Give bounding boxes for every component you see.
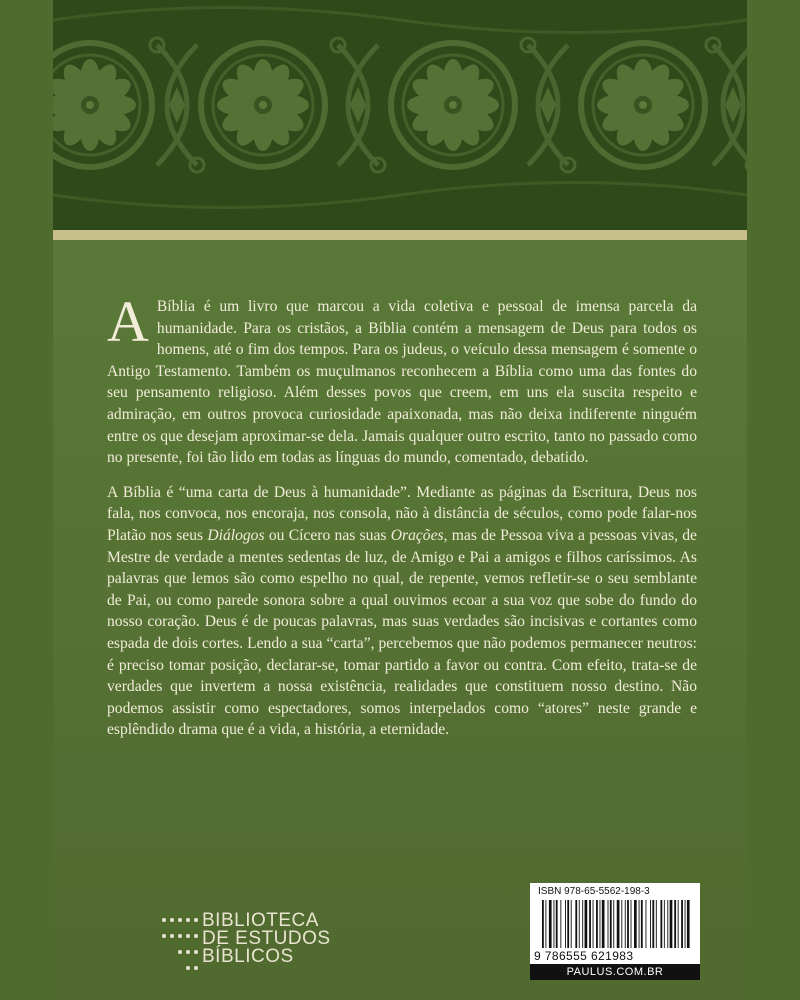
barcode-bar	[610, 900, 612, 948]
barcode-bar	[582, 900, 583, 948]
barcode-bar	[634, 900, 637, 948]
barcode-graphic	[540, 900, 690, 950]
barcode-bar	[567, 900, 569, 948]
publisher-website: PAULUS.COM.BR	[530, 964, 700, 980]
barcode-bar	[670, 900, 673, 948]
barcode-bar	[646, 900, 647, 948]
barcode-panel	[530, 883, 700, 980]
paragraph-1-text: Bíblia é um livro que marcou a vida coletiva e pessoal de imensa parcela da humanidade. Para os cristãos, a Bíblia contém a mensagem de Deus para todos os homens, até o fim dos tempos. Para os judeus, o veículo dessa mensagem é somente o Antigo Testamento. Também os muçulmanos reconhecem a Bíblia como uma das fontes do seu pensamento religioso. Além desses povos que creem, em uns ela suscita respeito e admiração, em outros provoca curiosidade apaixonada, mas não deixa indiferente ninguém entre os que desejam aproximar-se dela. Jamais qualquer outro escrito, tanto no passado como no presente, foi tão lido em todas as línguas do mundo, comentado, debatido.	[107, 298, 697, 467]
barcode-bar	[685, 900, 686, 948]
barcode-bar	[585, 900, 588, 948]
paragraph-2-part-b: ou Cícero nas suas	[264, 526, 391, 544]
barcode-bar	[613, 900, 614, 948]
barcode-bar	[681, 900, 683, 948]
barcode-bar	[678, 900, 679, 948]
barcode-bar	[625, 900, 626, 948]
drop-cap: A	[107, 289, 149, 354]
barcode-bar	[621, 900, 622, 948]
barcode-bar	[596, 900, 598, 948]
barcode-bar	[602, 900, 605, 948]
barcode-bar	[593, 900, 594, 948]
barcode-bar	[631, 900, 632, 948]
barcode-bar	[554, 900, 555, 948]
barcode-bar	[549, 900, 552, 948]
barcode-bar	[617, 900, 620, 948]
logo-line-2: DE ESTUDOS	[202, 928, 331, 949]
barcode-bar	[571, 900, 572, 948]
barcode-bar	[579, 900, 580, 948]
barcode-bar	[667, 900, 668, 948]
gold-rule	[53, 230, 747, 240]
ornamental-band	[53, 0, 747, 230]
barcode-bar	[656, 900, 657, 948]
barcode-bar	[560, 900, 561, 948]
dot-grid-icon	[160, 916, 198, 972]
barcode-bar	[600, 900, 601, 948]
paragraph-2-part-c: , mas de Pessoa viva a pessoas vivas, de Mestre de verdade a mentes sedentas de luz, de Amigo e Pai a amigos e filhos caríssimos. As palavras que lemos são como espelho no qual, de repente, vemos refletir-se o seu semblante de Pai, ou como parede sonora sobre a qual ouvimos ecoar a sua voz que sobe do fundo do nosso coração. Deus é de poucas palavras, mas suas verdades são incisivas e cortantes como espada de dois cortes. Lendo a sua “carta”, percebemos que não podemos permanecer neutros: é preciso tomar posição, declarar-se, tomar partido a favor ou contra. Com efeito, trata-se de verdades que invertem a nossa existência, realidades que constituem nosso destino. Não podemos assistir como espectadores, somos interpelados como “atores” neste grande e esplêndido drama que é a vida, a história, a eternidade.	[107, 526, 697, 739]
barcode-bar	[639, 900, 640, 948]
title-oracoes: Orações	[390, 526, 444, 544]
isbn-label: ISBN 978-65-5562-198-3	[538, 886, 650, 897]
barcode-bar	[589, 900, 591, 948]
barcode-bar	[687, 900, 690, 948]
logo-line-1: BIBLIOTECA	[202, 910, 319, 931]
barcode-bar	[674, 900, 676, 948]
barcode-bar	[652, 900, 654, 948]
logo-wordmark	[202, 912, 331, 966]
barcode-bar	[660, 900, 662, 948]
barcode-bar	[565, 900, 566, 948]
barcode-bar	[650, 900, 651, 948]
barcode-bar	[627, 900, 629, 948]
logo-line-3: BÍBLICOS	[202, 946, 294, 967]
barcode-bar	[575, 900, 577, 948]
barcode-bar	[664, 900, 665, 948]
paragraph-2-part-a: A Bíblia é “uma carta de Deus à humanidade”. Mediante as páginas da Escritura, Deus nos fala, nos convoca, nos encoraja, nos consola, não à distância de séculos, como pode falar-nos Platão nos seus	[107, 483, 697, 544]
isbn-digits: 9 786555 621983	[534, 949, 634, 963]
series-logo	[160, 910, 460, 974]
paragraph-1	[107, 289, 697, 469]
synopsis-text	[107, 289, 697, 754]
barcode-bar	[608, 900, 609, 948]
title-dialogos: Diálogos	[207, 526, 265, 544]
barcode-bar	[545, 900, 546, 948]
barcode-bar	[641, 900, 643, 948]
barcode-bar	[556, 900, 558, 948]
rosette-ornament	[53, 0, 747, 230]
paragraph-2	[107, 482, 697, 741]
barcode-bar	[542, 900, 544, 948]
